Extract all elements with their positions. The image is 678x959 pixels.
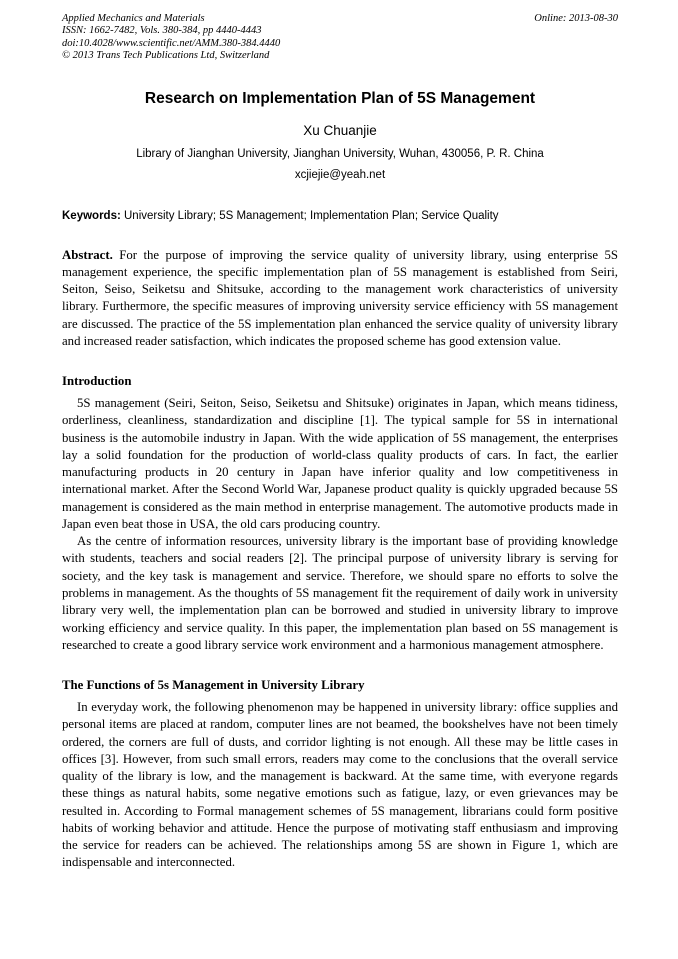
paper-title: Research on Implementation Plan of 5S Management	[144, 89, 536, 107]
abstract	[62, 247, 618, 351]
page-header	[62, 13, 618, 63]
publication-info	[62, 13, 280, 63]
doi-line: doi:10.4028/www.scientific.net/AMM.380-384.4440	[62, 37, 281, 49]
issn-line: ISSN: 1662-7482, Vols. 380-384, pp 4440-4443	[62, 25, 262, 37]
functions-paragraph-1: In everyday work, the following phenomenon may be happened in university library: office supplies and personal items are placed at random, computer lines are not beamed, the bookshelves have not been timely ordered, the corners are full of dusts, and corridor lighting is not enough. All these may be little cases in offices [3]. However, from such small errors, readers may come to the conclusions that the overall service quality of the library is low, and the management is backward. At the same time, with everyone regards these things as natural habits, some negative emotions such as fatigue, lazy, or even grievances may be resulted in. According to Formal management schemes of 5S management, librarians could form positive habits of working behavior and attitude. Hence the purpose of motivating staff enthusiasm and improving the service for readers can be achieved. The relationships among 5S are shown in Figure 1, which are indispensable and interconnected.	[62, 700, 618, 870]
keywords-line	[62, 210, 618, 222]
section-heading-functions: The Functions of 5s Management in University Library	[62, 678, 365, 693]
author-email: xcjiejie@yeah.net	[294, 168, 386, 181]
journal-name: Applied Mechanics and Materials	[62, 13, 205, 24]
keywords-label: Keywords:	[62, 209, 121, 222]
abstract-text: For the purpose of improving the service quality of university library, using enterprise 5S management experience, the specific implementation plan of 5S management is established from Seiri, Seiton, Seiso, Seiketsu and Shitsuke, according to the management work characteristics of university library. Furthermore, the specific measures of improving university service efficiency with 5S management are discussed. The practice of the 5S implementation plan enhanced the service quality of university library and increased reader satisfaction, which indicates the proposed scheme has good extension value.	[62, 247, 618, 348]
abstract-label: Abstract.	[62, 247, 113, 262]
introduction-paragraph-2: As the centre of information resources, university library is the important base of providing knowledge with students, teachers and social readers [2]. The principal purpose of university library is serving for society, and the key task is management and service. Therefore, we should spare no efforts to solve the problems in management. As the thoughts of 5S management fit the requirement of daily work in university library very well, the implementation plan can be borrowed and studied in university library to improve working efficiency and service quality. In this paper, the implementation plan based on 5S management is researched to create a good library service work environment and a harmonious management atmosphere.	[62, 534, 618, 652]
affiliation: Library of Jianghan University, Jianghan University, Wuhan, 430056, P. R. China	[136, 147, 544, 160]
author-name: Xu Chuanjie	[303, 122, 377, 138]
introduction-paragraph-1: 5S management (Seiri, Seiton, Seiso, Seiketsu and Shitsuke) originates in Japan, which means tidiness, orderliness, cleanliness, standardization and discipline [1]. The typical sample for 5S in international business is the automobile industry in Japan. With the wide application of 5S management, the enterprises lay a solid foundation for the production of world-class quality products of cars. In fact, the earlier manufacturing products in 20 century in Japan have inferior quality and low competitiveness in international market. After the Second World War, Japanese product quality is quickly upgraded because 5S management is considered as the main method in enterprise management. The automotive products made in Japan even beat those in USA, the old cars producing country.	[62, 396, 618, 531]
keywords-text: University Library; 5S Management; Implementation Plan; Service Quality	[124, 209, 499, 222]
copyright-line: © 2013 Trans Tech Publications Ltd, Switzerland	[62, 50, 270, 62]
section-heading-introduction: Introduction	[62, 374, 132, 389]
online-date: Online: 2013-08-30	[534, 13, 618, 24]
